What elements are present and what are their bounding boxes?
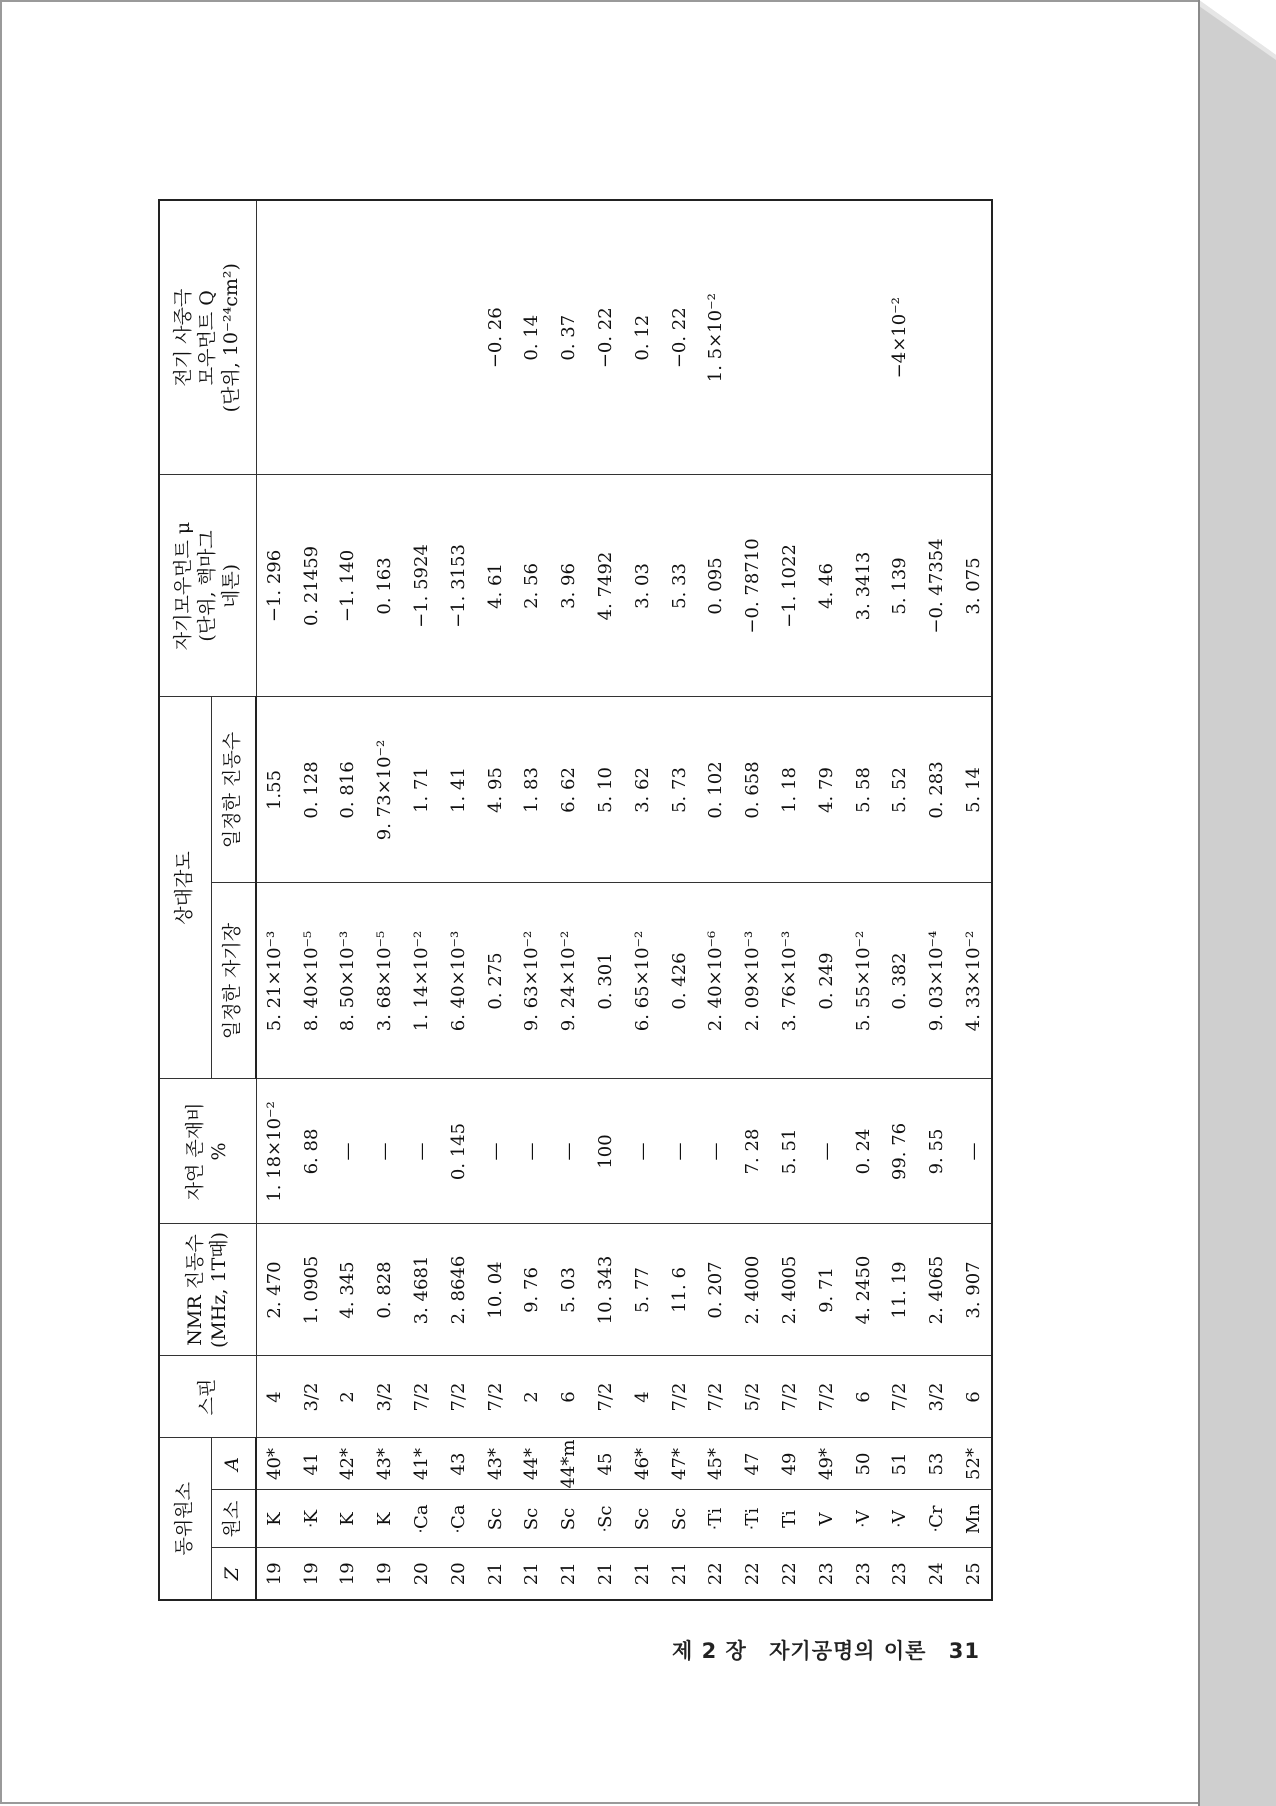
cell-abundance: 0. 145: [440, 1079, 477, 1224]
cell-sens-freq: 0. 102: [698, 697, 735, 883]
cell-abundance: —: [808, 1079, 845, 1224]
cell-magnetic-moment: 4. 61: [477, 475, 514, 697]
cell-abundance: 7. 28: [734, 1079, 771, 1224]
header-z: Z: [211, 1548, 256, 1600]
cell-abundance: 99. 76: [882, 1079, 919, 1224]
table-row: [256, 200, 293, 1600]
cell-spin: 6: [845, 1356, 882, 1438]
cell-a: 43: [440, 1438, 477, 1490]
cell-abundance: 9. 55: [918, 1079, 955, 1224]
cell-element: Ti: [771, 1490, 808, 1548]
cell-nmr: 11. 19: [882, 1224, 919, 1356]
cell-sens-freq: 4. 95: [477, 697, 514, 883]
cell-quadrupole: [734, 200, 771, 475]
cell-abundance: —: [366, 1079, 403, 1224]
footer-page-number: 31: [948, 1639, 980, 1663]
cell-sens-freq: 1. 18: [771, 697, 808, 883]
cell-a: 45*: [698, 1438, 735, 1490]
cell-sens-field: 0. 275: [477, 883, 514, 1079]
isotope-table: [158, 199, 993, 1601]
cell-a: 47*: [661, 1438, 698, 1490]
cell-spin: 6: [550, 1356, 587, 1438]
cell-a: 40*: [256, 1438, 293, 1490]
cell-element: ᐧCa: [440, 1490, 477, 1548]
cell-quadrupole: 0. 12: [624, 200, 661, 475]
cell-element: K: [330, 1490, 367, 1548]
cell-element: ᐧV: [845, 1490, 882, 1548]
cell-sens-field: 0. 301: [587, 883, 624, 1079]
header-element: 원소: [211, 1490, 256, 1548]
cell-sens-field: 1. 14×10⁻²: [403, 883, 440, 1079]
header-nmr: [159, 1224, 256, 1356]
cell-z: 19: [256, 1548, 293, 1600]
cell-sens-field: 6. 65×10⁻²: [624, 883, 661, 1079]
cell-magnetic-moment: 0. 21459: [293, 475, 330, 697]
cell-element: K: [256, 1490, 293, 1548]
cell-nmr: 3. 907: [955, 1224, 992, 1356]
cell-a: 41*: [403, 1438, 440, 1490]
cell-quadrupole: 1. 5×10⁻²: [698, 200, 735, 475]
cell-nmr: 11. 6: [661, 1224, 698, 1356]
cell-magnetic-moment: −1. 3153: [440, 475, 477, 697]
footer-chapter: 제 2 장: [672, 1639, 747, 1663]
header-sens-freq: 일정한 진동수: [211, 697, 256, 883]
cell-a: 43*: [366, 1438, 403, 1490]
cell-quadrupole: 0. 37: [550, 200, 587, 475]
table-row: [955, 200, 992, 1600]
cell-a: 49: [771, 1438, 808, 1490]
cell-sens-freq: 5. 58: [845, 697, 882, 883]
cell-nmr: 10. 04: [477, 1224, 514, 1356]
cell-sens-freq: 1. 71: [403, 697, 440, 883]
cell-nmr: 4. 2450: [845, 1224, 882, 1356]
cell-abundance: 5. 51: [771, 1079, 808, 1224]
table-row: [882, 200, 919, 1600]
cell-z: 21: [624, 1548, 661, 1600]
cell-sens-freq: 4. 79: [808, 697, 845, 883]
cell-spin: 2: [514, 1356, 551, 1438]
cell-abundance: —: [698, 1079, 735, 1224]
cell-a: 53: [918, 1438, 955, 1490]
cell-quadrupole: [955, 200, 992, 475]
header-sensitivity: 상대감도: [159, 697, 211, 1079]
cell-spin: 6: [955, 1356, 992, 1438]
cell-abundance: —: [403, 1079, 440, 1224]
cell-quadrupole: −4×10⁻²: [882, 200, 919, 475]
table-row: [293, 200, 330, 1600]
cell-magnetic-moment: 4. 7492: [587, 475, 624, 697]
cell-element: ᐧTi: [734, 1490, 771, 1548]
cell-element: V: [808, 1490, 845, 1548]
cell-sens-field: 3. 76×10⁻³: [771, 883, 808, 1079]
cell-sens-field: 4. 33×10⁻²: [955, 883, 992, 1079]
cell-sens-freq: 1. 83: [514, 697, 551, 883]
cell-z: 21: [514, 1548, 551, 1600]
cell-nmr: 5. 03: [550, 1224, 587, 1356]
cell-z: 23: [808, 1548, 845, 1600]
cell-element: Sc: [477, 1490, 514, 1548]
cell-sens-field: 6. 40×10⁻³: [440, 883, 477, 1079]
table-body: [256, 200, 992, 1600]
cell-element: ᐧV: [882, 1490, 919, 1548]
header-spin: 스핀: [159, 1356, 256, 1438]
cell-element: K: [366, 1490, 403, 1548]
cell-spin: 5/2: [734, 1356, 771, 1438]
cell-magnetic-moment: −0. 47354: [918, 475, 955, 697]
cell-a: 51: [882, 1438, 919, 1490]
cell-sens-freq: 0. 128: [293, 697, 330, 883]
cell-spin: 7/2: [661, 1356, 698, 1438]
table-row: [624, 200, 661, 1600]
header-a: A: [211, 1438, 256, 1490]
cell-sens-field: 8. 40×10⁻⁵: [293, 883, 330, 1079]
cell-magnetic-moment: 5. 33: [661, 475, 698, 697]
cell-nmr: 2. 470: [256, 1224, 293, 1356]
cell-quadrupole: [440, 200, 477, 475]
cell-magnetic-moment: −1. 5924: [403, 475, 440, 697]
cell-magnetic-moment: 0. 163: [366, 475, 403, 697]
cell-sens-freq: 6. 62: [550, 697, 587, 883]
cell-quadrupole: [918, 200, 955, 475]
cell-nmr: 10. 343: [587, 1224, 624, 1356]
table-row: [514, 200, 551, 1600]
rotated-table-container: [158, 201, 993, 1601]
header-quad-line1: 전기 사중극: [172, 288, 195, 387]
cell-element: ᐧCa: [403, 1490, 440, 1548]
cell-quadrupole: 0. 14: [514, 200, 551, 475]
cell-z: 24: [918, 1548, 955, 1600]
cell-a: 41: [293, 1438, 330, 1490]
cell-abundance: —: [330, 1079, 367, 1224]
table-row: [477, 200, 514, 1600]
table-row: [845, 200, 882, 1600]
cell-nmr: 0. 207: [698, 1224, 735, 1356]
cell-sens-freq: 5. 10: [587, 697, 624, 883]
table-row: [918, 200, 955, 1600]
cell-element: Sc: [514, 1490, 551, 1548]
cell-z: 19: [330, 1548, 367, 1600]
cell-element: ᐧCr: [918, 1490, 955, 1548]
table-row: [403, 200, 440, 1600]
cell-a: 52*: [955, 1438, 992, 1490]
cell-abundance: 1. 18×10⁻²: [256, 1079, 293, 1224]
cell-magnetic-moment: 3. 96: [550, 475, 587, 697]
cell-quadrupole: [330, 200, 367, 475]
cell-quadrupole: [403, 200, 440, 475]
header-quad-line2: 모우먼트 Q: [195, 290, 218, 386]
header-magnetic-moment: [159, 475, 256, 697]
cell-spin: 7/2: [440, 1356, 477, 1438]
cell-z: 22: [771, 1548, 808, 1600]
cell-spin: 7/2: [882, 1356, 919, 1438]
cell-spin: 4: [256, 1356, 293, 1438]
table-row: [734, 200, 771, 1600]
footer-title: 자기공명의 이론: [769, 1639, 927, 1663]
cell-abundance: 6. 88: [293, 1079, 330, 1224]
cell-nmr: 2. 4000: [734, 1224, 771, 1356]
cell-z: 21: [661, 1548, 698, 1600]
cell-spin: 7/2: [771, 1356, 808, 1438]
cell-spin: 3/2: [918, 1356, 955, 1438]
cell-nmr: 9. 76: [514, 1224, 551, 1356]
cell-nmr: 1. 0905: [293, 1224, 330, 1356]
cell-magnetic-moment: 0. 095: [698, 475, 735, 697]
cell-sens-field: 9. 03×10⁻⁴: [918, 883, 955, 1079]
cell-abundance: —: [514, 1079, 551, 1224]
cell-spin: 7/2: [587, 1356, 624, 1438]
cell-abundance: —: [661, 1079, 698, 1224]
cell-z: 19: [366, 1548, 403, 1600]
cell-magnetic-moment: 5. 139: [882, 475, 919, 697]
cell-a: 44*: [514, 1438, 551, 1490]
cell-magnetic-moment: 3. 3413: [845, 475, 882, 697]
cell-quadrupole: [845, 200, 882, 475]
cell-z: 21: [550, 1548, 587, 1600]
table-row: [440, 200, 477, 1600]
cell-a: 46*: [624, 1438, 661, 1490]
cell-z: 20: [403, 1548, 440, 1600]
table-row: [366, 200, 403, 1600]
cell-quadrupole: [808, 200, 845, 475]
cell-quadrupole: [256, 200, 293, 475]
cell-sens-field: 5. 55×10⁻²: [845, 883, 882, 1079]
cell-nmr: 4. 345: [330, 1224, 367, 1356]
cell-sens-freq: 9. 73×10⁻²: [366, 697, 403, 883]
cell-sens-field: 3. 68×10⁻⁵: [366, 883, 403, 1079]
cell-element: Mn: [955, 1490, 992, 1548]
cell-a: 49*: [808, 1438, 845, 1490]
cell-sens-field: 5. 21×10⁻³: [256, 883, 293, 1079]
cell-spin: 7/2: [808, 1356, 845, 1438]
cell-sens-field: 0. 426: [661, 883, 698, 1079]
cell-spin: 2: [330, 1356, 367, 1438]
cell-sens-field: 2. 09×10⁻³: [734, 883, 771, 1079]
cell-z: 19: [293, 1548, 330, 1600]
cell-z: 21: [587, 1548, 624, 1600]
cell-element: Sc: [661, 1490, 698, 1548]
header-abundance-line1: 자연 존재비: [184, 1102, 206, 1201]
cell-magnetic-moment: 3. 03: [624, 475, 661, 697]
cell-a: 45: [587, 1438, 624, 1490]
cell-nmr: 0. 828: [366, 1224, 403, 1356]
cell-a: 42*: [330, 1438, 367, 1490]
cell-sens-field: 9. 24×10⁻²: [550, 883, 587, 1079]
cell-a: 43*: [477, 1438, 514, 1490]
cell-z: 21: [477, 1548, 514, 1600]
cell-quadrupole: −0. 26: [477, 200, 514, 475]
cell-quadrupole: [366, 200, 403, 475]
cell-magnetic-moment: −1. 140: [330, 475, 367, 697]
table-row: [330, 200, 367, 1600]
cell-sens-field: 9. 63×10⁻²: [514, 883, 551, 1079]
cell-abundance: —: [477, 1079, 514, 1224]
header-quad-line3: (단위, 10⁻²⁴cm²): [219, 263, 242, 413]
cell-spin: 3/2: [366, 1356, 403, 1438]
cell-abundance: 100: [587, 1079, 624, 1224]
cell-magnetic-moment: 2. 56: [514, 475, 551, 697]
cell-nmr: 2. 8646: [440, 1224, 477, 1356]
cell-spin: 7/2: [403, 1356, 440, 1438]
table-row: [661, 200, 698, 1600]
table-row: [587, 200, 624, 1600]
cell-sens-freq: 0. 816: [330, 697, 367, 883]
cell-abundance: —: [955, 1079, 992, 1224]
cell-abundance: —: [550, 1079, 587, 1224]
cell-sens-freq: 5. 73: [661, 697, 698, 883]
cell-nmr: 9. 71: [808, 1224, 845, 1356]
cell-quadrupole: −0. 22: [661, 200, 698, 475]
cell-spin: 7/2: [698, 1356, 735, 1438]
cell-element: ᐧSc: [587, 1490, 624, 1548]
cell-magnetic-moment: −1. 1022: [771, 475, 808, 697]
header-nmr-line2: (MHz, 1T때): [207, 1231, 230, 1349]
cell-sens-freq: 3. 62: [624, 697, 661, 883]
cell-quadrupole: −0. 22: [587, 200, 624, 475]
header-mag-line2: (단위, 핵마그: [195, 530, 218, 642]
table-row: [771, 200, 808, 1600]
cell-sens-field: 2. 40×10⁻⁶: [698, 883, 735, 1079]
header-abundance-line2: %: [207, 1142, 230, 1161]
table-row: [808, 200, 845, 1600]
cell-z: 23: [845, 1548, 882, 1600]
cell-quadrupole: [293, 200, 330, 475]
cell-sens-field: 8. 50×10⁻³: [330, 883, 367, 1079]
header-abundance: [159, 1079, 256, 1224]
cell-nmr: 2. 4065: [918, 1224, 955, 1356]
cell-sens-freq: 5. 52: [882, 697, 919, 883]
cell-a: 47: [734, 1438, 771, 1490]
cell-magnetic-moment: −0. 78710: [734, 475, 771, 697]
header-mag-line1: 자기모우먼트 μ: [172, 521, 195, 651]
cell-nmr: 5. 77: [624, 1224, 661, 1356]
cell-sens-field: 0. 382: [882, 883, 919, 1079]
cell-z: 22: [734, 1548, 771, 1600]
cell-element: Sc: [624, 1490, 661, 1548]
cell-sens-field: 0. 249: [808, 883, 845, 1079]
cell-element: ᐧTi: [698, 1490, 735, 1548]
cell-element: Sc: [550, 1490, 587, 1548]
cell-spin: 3/2: [293, 1356, 330, 1438]
header-nmr-line1: NMR 진동수: [184, 1234, 206, 1346]
cell-magnetic-moment: −1. 296: [256, 475, 293, 697]
header-isotope: 동위원소: [159, 1438, 211, 1600]
cell-sens-freq: 5. 14: [955, 697, 992, 883]
header-sens-field: 일정한 자기장: [211, 883, 256, 1079]
cell-sens-freq: 1. 41: [440, 697, 477, 883]
cell-nmr: 2. 4005: [771, 1224, 808, 1356]
cell-spin: 4: [624, 1356, 661, 1438]
table-row: [550, 200, 587, 1600]
cell-sens-freq: 0. 658: [734, 697, 771, 883]
cell-element: ᐧK: [293, 1490, 330, 1548]
cell-abundance: —: [624, 1079, 661, 1224]
cell-z: 25: [955, 1548, 992, 1600]
cell-z: 22: [698, 1548, 735, 1600]
cell-z: 20: [440, 1548, 477, 1600]
header-quadrupole: [159, 200, 256, 475]
cell-quadrupole: [771, 200, 808, 475]
cell-sens-freq: 0. 283: [918, 697, 955, 883]
cell-spin: 7/2: [477, 1356, 514, 1438]
page-footer: [672, 1635, 994, 1665]
cell-a: 50: [845, 1438, 882, 1490]
cell-magnetic-moment: 3. 075: [955, 475, 992, 697]
cell-nmr: 3. 4681: [403, 1224, 440, 1356]
cell-sens-freq: 1.55: [256, 697, 293, 883]
cell-magnetic-moment: 4. 46: [808, 475, 845, 697]
cell-abundance: 0. 24: [845, 1079, 882, 1224]
table-row: [698, 200, 735, 1600]
header-mag-line3: 네톤): [219, 563, 242, 609]
cell-z: 23: [882, 1548, 919, 1600]
cell-a: 44*m: [550, 1438, 587, 1490]
